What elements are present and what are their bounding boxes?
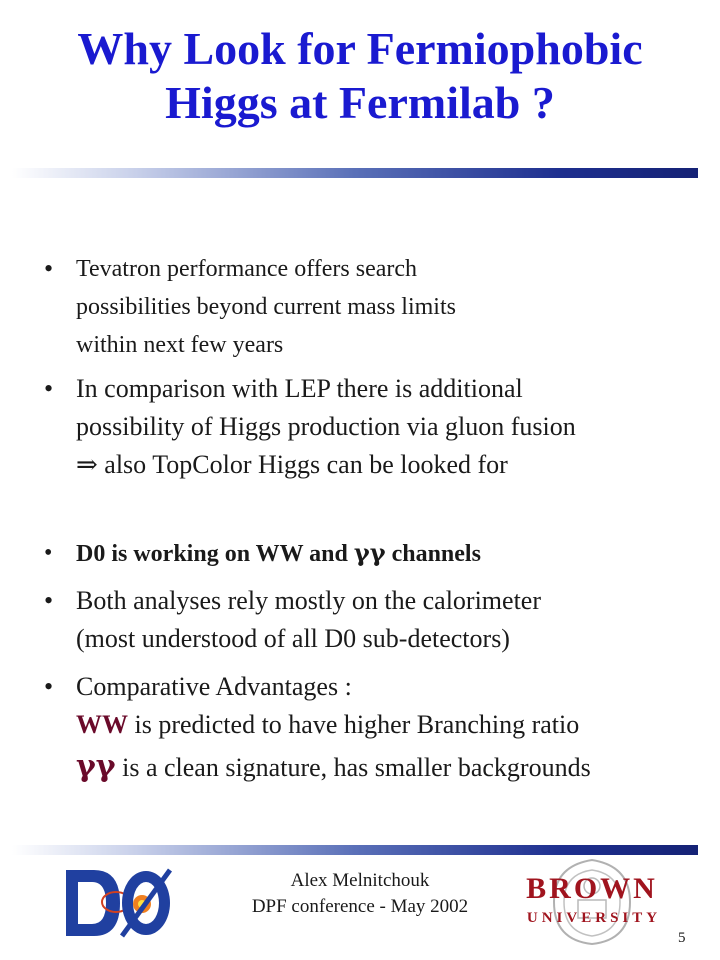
gg-text: is a clean signature, has smaller backgrounds bbox=[115, 753, 591, 782]
bullet-dot: • bbox=[44, 374, 54, 403]
advantages-heading: Comparative Advantages : bbox=[76, 672, 352, 701]
bullet-dot: • bbox=[44, 540, 53, 566]
gg-label: γγ bbox=[76, 749, 116, 784]
bullet-line: within next few years bbox=[76, 332, 284, 358]
brown-logo-graphic bbox=[512, 856, 672, 946]
ww-text: is predicted to have higher Branching ratio bbox=[128, 710, 580, 739]
bullet-line: Both analyses rely mostly on the calorimeter bbox=[76, 586, 541, 615]
bullet-line: Tevatron performance offers search bbox=[76, 256, 418, 282]
bullet-dot: • bbox=[44, 672, 54, 701]
bullet-dot: • bbox=[44, 254, 54, 283]
bullet-line: (most understood of all D0 sub-detectors) bbox=[76, 624, 510, 653]
top-divider bbox=[12, 168, 698, 178]
channels-text-post: channels bbox=[385, 541, 481, 567]
footer-credits bbox=[200, 868, 520, 920]
d0-logo bbox=[60, 862, 176, 944]
slide-title bbox=[0, 22, 720, 130]
bullet-line: In comparison with LEP there is additional bbox=[76, 374, 523, 403]
footer-author: Alex Melnitchouk bbox=[290, 870, 430, 891]
bullet-line: also TopColor Higgs can be looked for bbox=[104, 450, 508, 479]
footer-event: DPF conference - May 2002 bbox=[251, 896, 469, 917]
bullet-dot: • bbox=[44, 586, 54, 615]
page-number: 5 bbox=[678, 930, 686, 946]
title-line-1: Why Look for Fermiophobic bbox=[77, 23, 643, 74]
bullet-line: possibilities beyond current mass limits bbox=[76, 294, 456, 320]
bullet-line: possibility of Higgs production via gluon fusion bbox=[76, 412, 576, 441]
university-wordmark: UNIVERSITY bbox=[526, 910, 662, 926]
channels-text-pre: D0 is working on WW and bbox=[76, 541, 354, 567]
brown-wordmark: BROWN bbox=[526, 872, 658, 905]
ww-label: WW bbox=[76, 710, 128, 739]
gamma-gamma-symbol: γγ bbox=[353, 538, 386, 567]
implies-arrow-icon: ⇒ bbox=[76, 450, 98, 480]
bottom-divider bbox=[12, 845, 698, 855]
title-line-2: Higgs at Fermilab ? bbox=[165, 77, 555, 128]
brown-university-logo bbox=[512, 856, 672, 946]
d0-logo-graphic bbox=[60, 862, 176, 944]
